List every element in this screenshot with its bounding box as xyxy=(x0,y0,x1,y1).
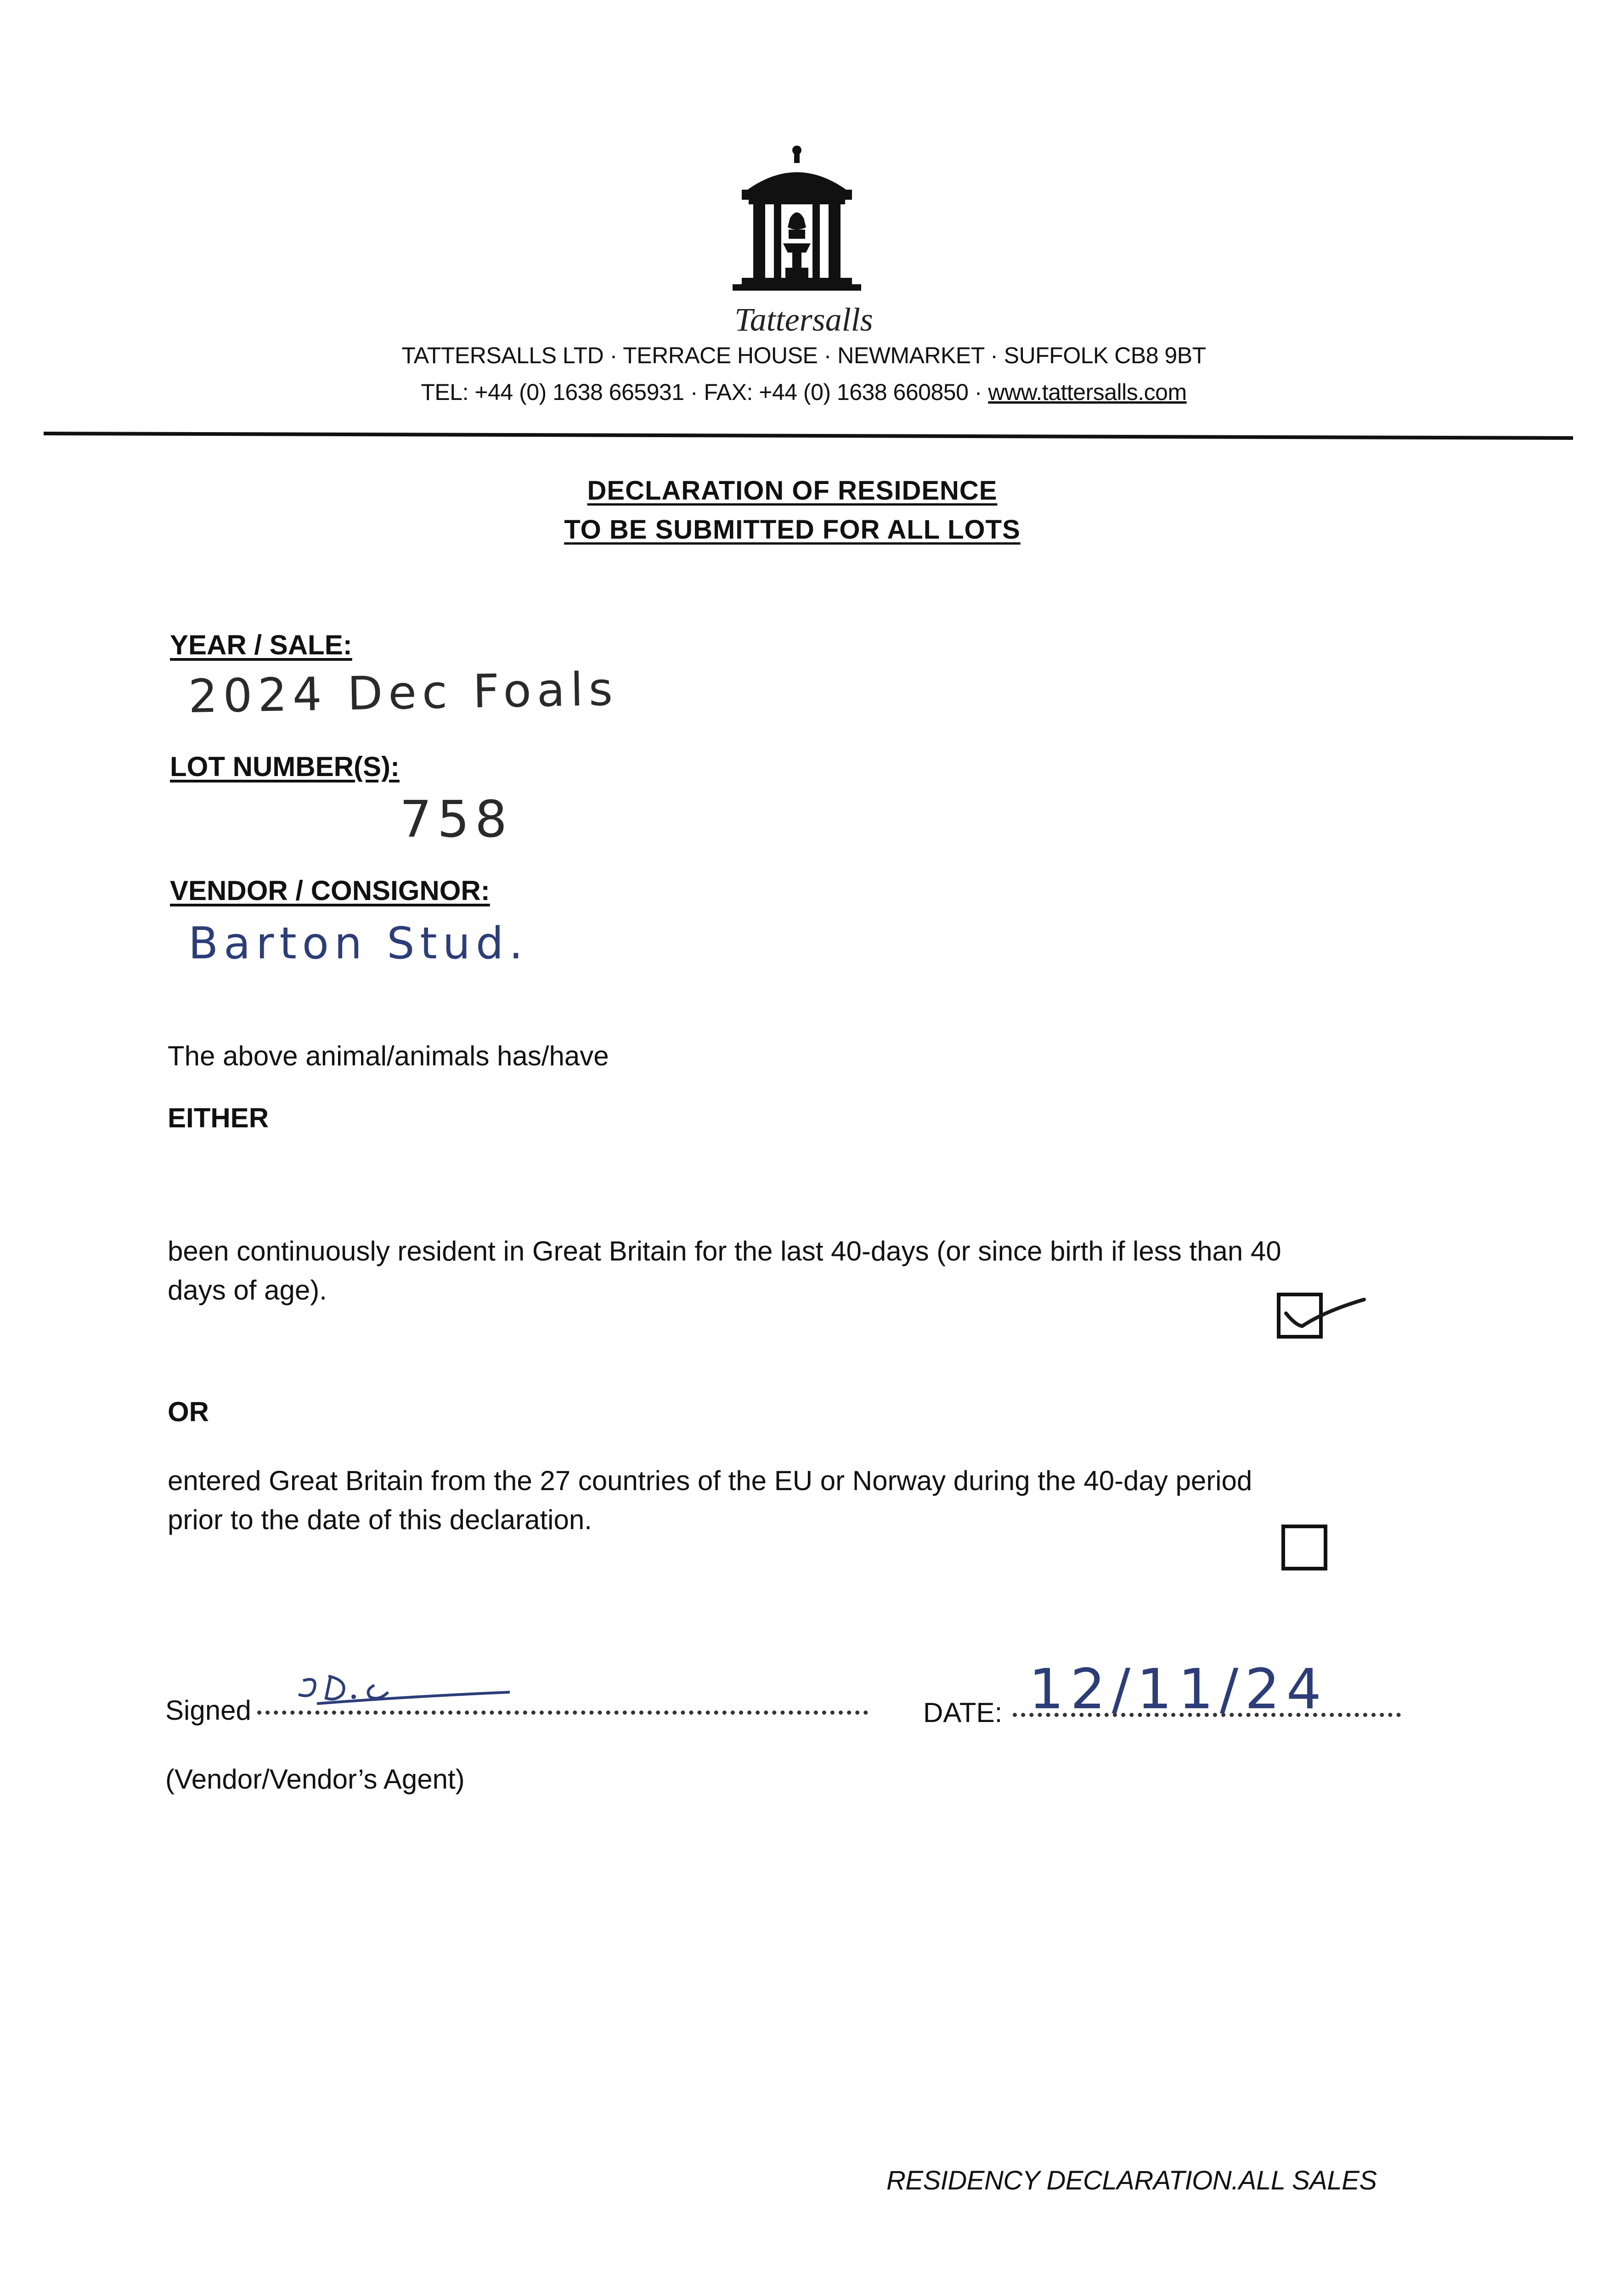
option-entered-checkbox[interactable] xyxy=(1281,1525,1327,1570)
contact-numbers: TEL: +44 (0) 1638 665931 · FAX: +44 (0) 1638 660850 · xyxy=(421,379,988,405)
header-rule xyxy=(44,432,1573,440)
checkmark-icon xyxy=(1275,1286,1366,1341)
year-sale-value[interactable]: 2024 Dec Foals xyxy=(188,662,619,724)
signer-role: (Vendor/Vendor’s Agent) xyxy=(165,1764,465,1795)
year-sale-label: YEAR / SALE: xyxy=(170,630,352,660)
website-link[interactable]: www.tattersalls.com xyxy=(988,379,1187,405)
declaration-intro: The above animal/animals has/have xyxy=(168,1041,609,1071)
footer-text: RESIDENCY DECLARATION.ALL SALES xyxy=(886,2166,1377,2195)
company-address: TATTERSALLS LTD · TERRACE HOUSE · NEWMARKET · SUFFOLK CB8 9BT xyxy=(401,343,1206,368)
date-value[interactable]: 12/11/24 xyxy=(1029,1658,1328,1722)
option-entered-text: entered Great Britain from the 27 countries of the EU or Norway during the 40-day period xyxy=(168,1465,1252,1496)
vendor-consignor-value[interactable]: Barton Stud. xyxy=(188,918,529,969)
document-subtitle: TO BE SUBMITTED FOR ALL LOTS xyxy=(564,515,1021,545)
option-entered-text-cont: prior to the date of this declaration. xyxy=(168,1504,592,1535)
document-title: DECLARATION OF RESIDENCE xyxy=(587,476,998,506)
tattersalls-logo xyxy=(728,145,866,301)
option-resident-text-cont: days of age). xyxy=(168,1275,327,1306)
option-resident-text: been continuously resident in Great Britain for the last 40-days (or since birth if less than 40 xyxy=(168,1236,1281,1266)
signed-label: Signed xyxy=(165,1695,251,1726)
brand-name: Tattersalls xyxy=(734,301,873,338)
contact-line xyxy=(230,379,1378,405)
handwritten-signature xyxy=(289,1662,528,1727)
or-heading: OR xyxy=(168,1396,209,1427)
lot-number-value[interactable]: 758 xyxy=(400,790,513,849)
lot-number-label: LOT NUMBER(S): xyxy=(170,751,400,782)
vendor-consignor-label: VENDOR / CONSIGNOR: xyxy=(170,875,490,906)
either-heading: EITHER xyxy=(168,1103,269,1133)
date-label: DATE: xyxy=(923,1697,1003,1728)
